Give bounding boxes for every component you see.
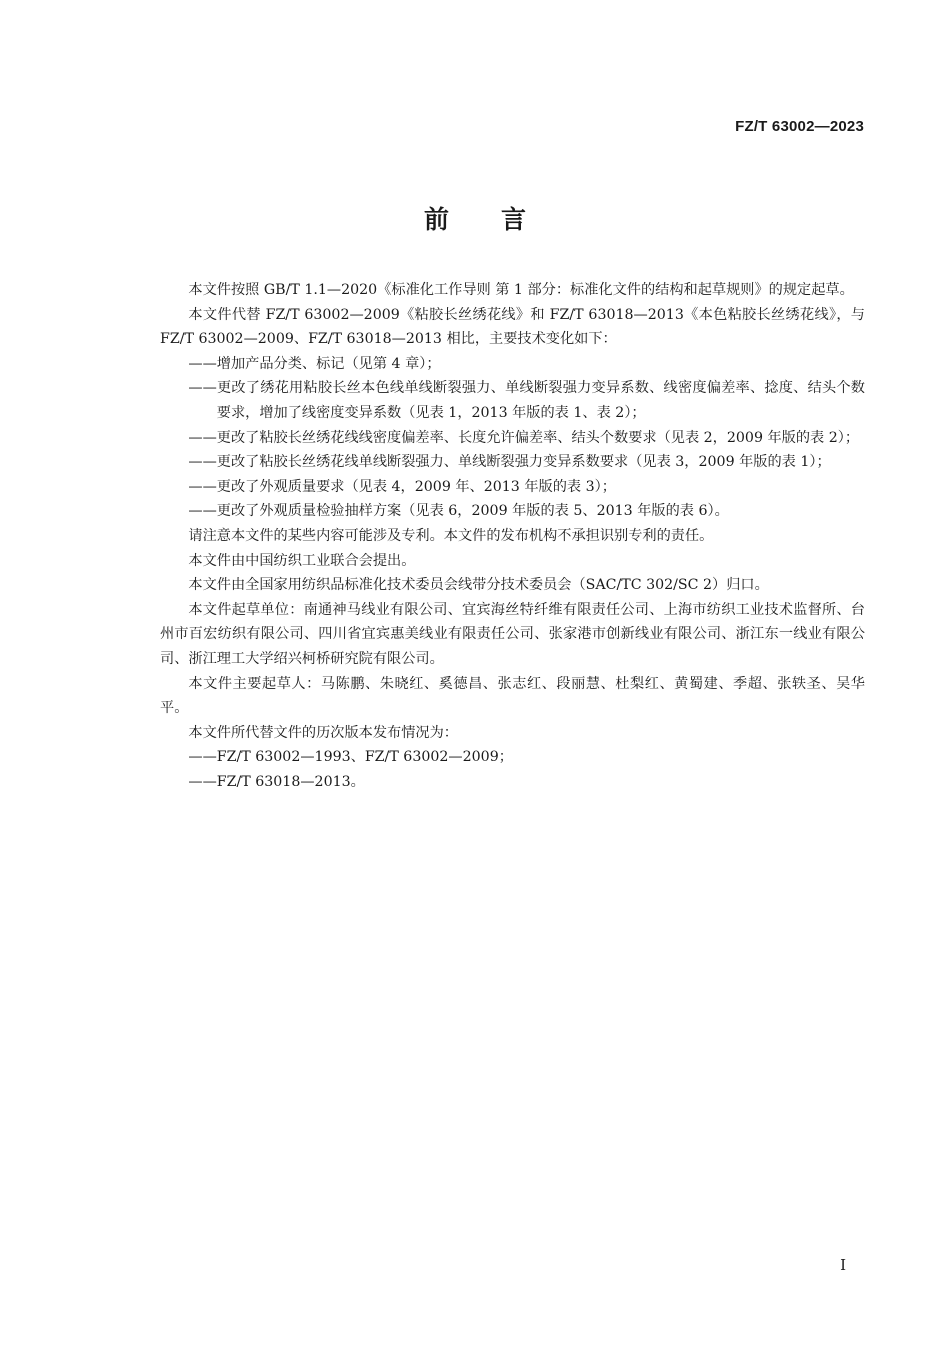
paragraph-drafting-rules: 本文件按照 GB/T 1.1—2020《标准化工作导则 第 1 部分：标准化文件的结构和起草规则》的规定起草。 bbox=[188, 282, 854, 298]
history-item: ——FZ/T 63018—2013。 bbox=[188, 773, 365, 790]
change-item: ——更改了外观质量要求（见表 4，2009 年、2013 年版的表 3）； bbox=[188, 478, 616, 495]
paragraph-committee: 本文件由全国家用纺织品标准化技术委员会线带分技术委员会（SAC/TC 302/SC 2）归口。 bbox=[188, 577, 769, 594]
paragraph-replacement: 本文件代替 FZ/T 63002—2009《粘胶长丝绣花线》和 FZ/T 63018—2013《本色粘胶长丝绣花线》，与 FZ/T 63002—2009、FZ/T 63018—2013 相比，主要技术变化如下： bbox=[160, 306, 865, 348]
paragraph-drafting-units: 本文件起草单位：南通神马线业有限公司、宜宾海丝特纤维有限责任公司、上海市纺织工业技术监督所、台州市百宏纺织有限公司、四川省宜宾惠美线业有限责任公司、张家港市创新线业有限公司、浙江东一线业有限公司、浙江理工大学绍兴柯桥研究院有限公司。 bbox=[160, 601, 865, 667]
standard-number: FZ/T 63002—2023 bbox=[735, 118, 864, 135]
foreword-body bbox=[160, 278, 865, 794]
page-number: I bbox=[840, 1256, 846, 1274]
change-item: ——增加产品分类、标记（见第 4 章）； bbox=[188, 355, 441, 372]
change-item: ——更改了外观质量检验抽样方案（见表 6，2009 年版的表 5、2013 年版的表 6）。 bbox=[188, 503, 729, 520]
change-item: ——更改了粘胶长丝绣花线线密度偏差率、长度允许偏差率、结头个数要求（见表 2，2009 年版的表 2）； bbox=[188, 429, 860, 446]
paragraph-proposer: 本文件由中国纺织工业联合会提出。 bbox=[188, 552, 416, 569]
paragraph-drafters: 本文件主要起草人：马陈鹏、朱晓红、奚德昌、张志红、段丽慧、杜梨红、黄蜀建、季超、张轶圣、吴华平。 bbox=[160, 675, 865, 717]
paragraph-patent-notice: 请注意本文件的某些内容可能涉及专利。本文件的发布机构不承担识别专利的责任。 bbox=[188, 527, 714, 544]
paragraph-history-intro: 本文件所代替文件的历次版本发布情况为： bbox=[188, 724, 458, 741]
change-item: ——更改了粘胶长丝绣花线单线断裂强力、单线断裂强力变异系数要求（见表 3，2009 年版的表 1）； bbox=[188, 454, 831, 471]
page-title: 前言 bbox=[423, 205, 578, 234]
history-item: ——FZ/T 63002—1993、FZ/T 63002—2009； bbox=[188, 749, 513, 766]
change-item: ——更改了绣花用粘胶长丝本色线单线断裂强力、单线断裂强力变异系数、线密度偏差率、捻度、结头个数要求，增加了线密度变异系数（见表 1，2013 年版的表 1、表 2）； bbox=[188, 380, 865, 421]
